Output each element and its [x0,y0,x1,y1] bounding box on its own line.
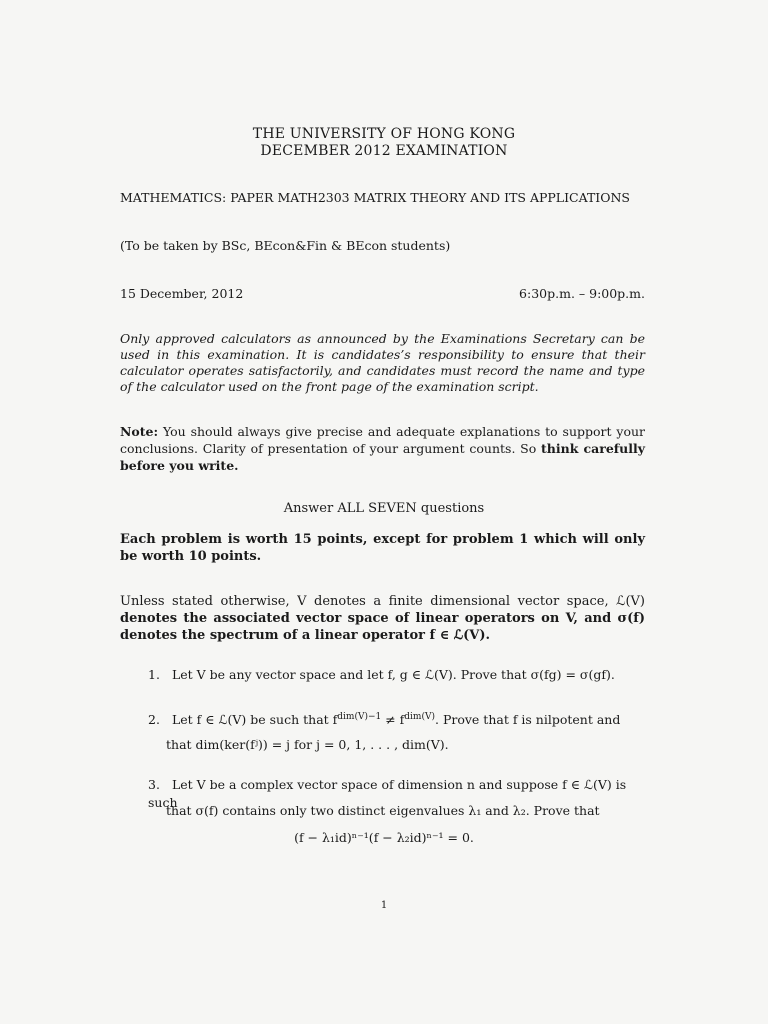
course-title: MATHEMATICS: PAPER MATH2303 MATRIX THEORY AND ITS APPLICATIONS [120,190,630,205]
answer-instruction: Answer ALL SEVEN questions [283,501,485,516]
question-number: 3. [148,777,160,792]
question-text: Let V be a complex vector space of dimension n and suppose f ∈ ℒ(V) is such [148,777,627,810]
exam-session: DECEMBER 2012 EXAMINATION [260,143,508,159]
question-text: Let V be any vector space and let f, g ∈ ℒ(V). Prove that σ(fg) = σ(gf). [171,667,615,682]
definitions-part2: denotes the associated vector space of linear operators on V, and σ(f) denotes the spectrum of a linear operator f ∈ ℒ(V). [120,611,645,643]
exponent-2: dim(V) [404,712,435,722]
question-text-c: . Prove that f is nilpotent and [435,712,621,728]
question-2-line-2: that dim(ker(fʲ)) = j for j = 0, 1, . . . , dim(V). [166,737,449,752]
note-emphasis: think carefully before you write. [120,441,645,473]
calculator-notice: Only approved calculators as announced by the Examinations Secretary can be used in this examination. It is candidates’s responsibility to ensure that their calculator operates satisfactorily, and candidates must record the name and type of the calculator used on the front page of the examination script. [120,331,645,394]
exam-date: 15 December, 2012 [120,286,244,301]
points-info: Each problem is worth 15 points, except for problem 1 which will only be worth 10 points. [120,532,645,564]
university-title: THE UNIVERSITY OF HONG KONG [252,126,516,142]
question-3-line-2: that σ(f) contains only two distinct eigenvalues λ₁ and λ₂. Prove that [166,803,600,818]
question-number: 2. [148,712,160,728]
note-text: You should always give precise and adequate explanations to support your conclusions. Clarity of presentation of your argument counts. So [120,424,645,456]
question-3-equation: (f − λ₁id)ⁿ⁻¹(f − λ₂id)ⁿ⁻¹ = 0. [294,830,474,845]
definitions-paragraph [120,593,645,644]
question-text-b: ≠ f [381,712,405,728]
audience-note: (To be taken by BSc, BEcon&Fin & BEcon students) [120,238,451,253]
question-text-a: Let f ∈ ℒ(V) be such that f [171,712,338,728]
note-label: Note: [120,424,159,439]
note-paragraph [120,423,645,474]
question-number: 1. [148,667,160,682]
exam-time: 6:30p.m. – 9:00p.m. [519,286,645,301]
question-2 [148,708,648,729]
definitions-part1: Unless stated otherwise, V denotes a finite dimensional vector space, ℒ(V) [120,594,645,609]
exam-header [0,126,768,160]
page-number: 1 [380,900,388,911]
exponent-1: dim(V)−1 [337,712,382,722]
question-1 [148,666,648,684]
date-time-row [120,286,645,301]
